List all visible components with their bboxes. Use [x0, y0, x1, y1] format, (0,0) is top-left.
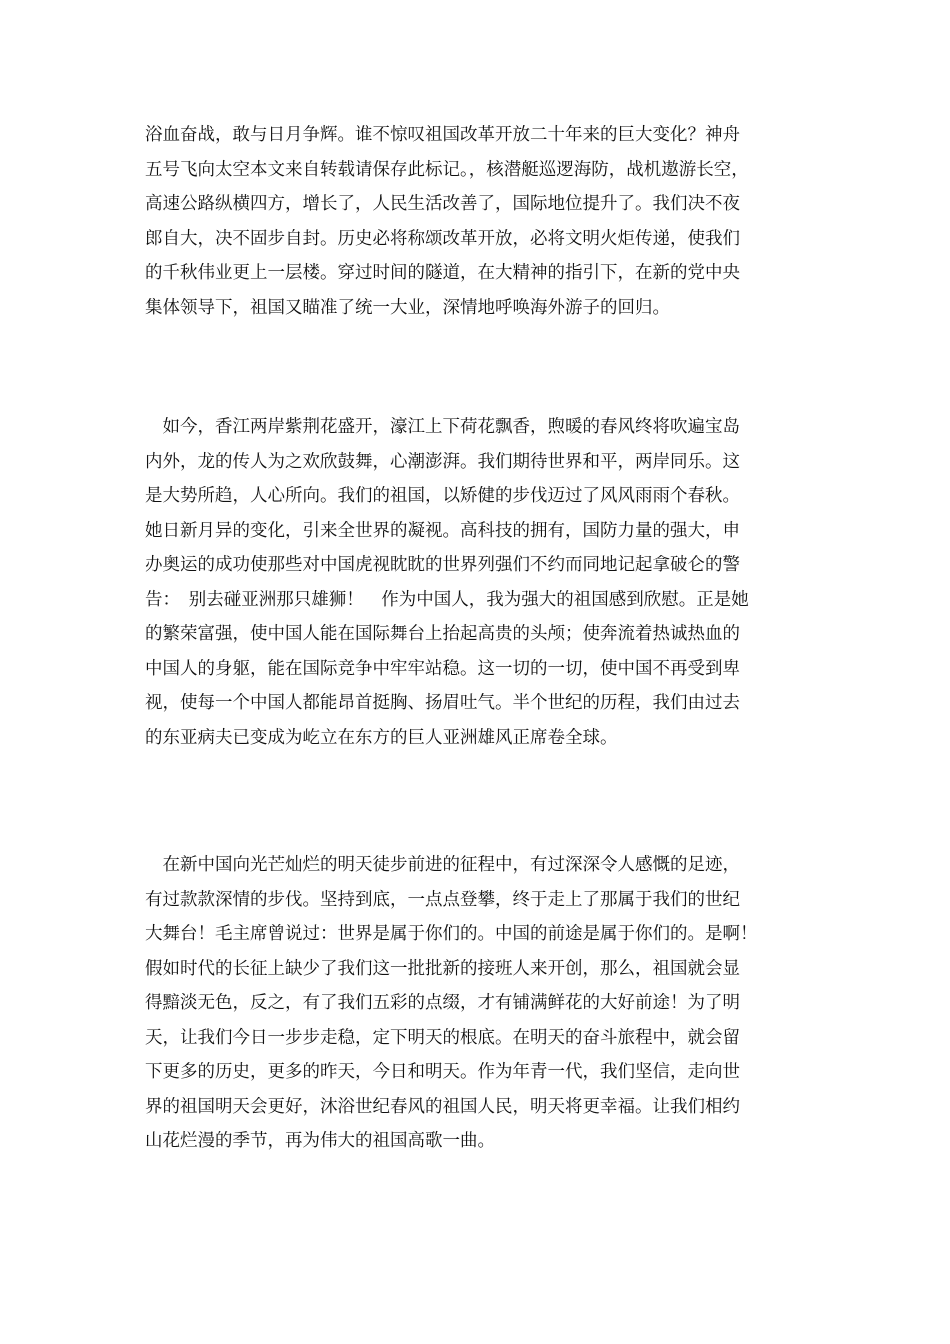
text-line: 界的祖国明天会更好，沐浴世纪春风的祖国人民，明天将更幸福。让我们相约 [145, 1096, 740, 1117]
text-line: 五号飞向太空本文来自转载请保存此标记。，核潜艇巡逻海防，战机遨游长空， [145, 159, 749, 180]
text-line: 的千秋伟业更上一层楼。穿过时间的隧道，在大精神的指引下，在新的党中央 [145, 263, 740, 283]
text-line: 集体领导下，祖国又瞄准了统一大业，深情地呼唤海外游子的回归。 [145, 297, 670, 318]
text-line: 天，让我们今日一步步走稳，定下明天的根底。在明天的奋斗旅程中，就会留 [145, 1027, 740, 1048]
text-line: 内外，龙的传人为之欢欣鼓舞，心潮澎湃。我们期待世界和平，两岸同乐。这 [145, 451, 740, 472]
text-line: 告： 别去碰亚洲那只雄狮！ 作为中国人，我为强大的祖国感到欣慰。正是她 [145, 589, 749, 610]
text-line: 山花烂漫的季节，再为伟大的祖国高歌一曲。 [145, 1131, 495, 1151]
text-line: 得黯淡无色，反之，有了我们五彩的点缀，才有铺满鲜花的大好前途！为了明 [145, 993, 740, 1013]
text-line: 浴血奋战，敢与日月争辉。谁不惊叹祖国改革开放二十年来的巨大变化？神舟 [145, 125, 740, 145]
text-line: 在新中国向光芒灿烂的明天徒步前进的征程中，有过深深令人感慨的足迹， [145, 855, 740, 875]
text-line: 她日新月异的变化，引来全世界的凝视。高科技的拥有，国防力量的强大，申 [145, 520, 740, 541]
text-line: 的东亚病夫已变成为屹立在东方的巨人亚洲雄风正席卷全球。 [145, 727, 618, 748]
paragraph-3 [145, 848, 810, 1159]
text-line: 的繁荣富强，使中国人能在国际舞台上抬起高贵的头颅；使奔流着热诚热血的 [145, 624, 740, 644]
paragraph-1 [145, 118, 810, 325]
paragraph-2 [145, 410, 810, 755]
text-line: 办奥运的成功使那些对中国虎视眈眈的世界列强们不约而同地记起拿破仑的警 [145, 555, 740, 575]
text-line: 有过款款深情的步伐。坚持到底，一点点登攀，终于走上了那属于我们的世纪 [145, 889, 740, 910]
text-line: 郎自大，决不固步自封。历史必将称颂改革开放，必将文明火炬传递，使我们 [145, 228, 740, 249]
text-line: 大舞台！毛主席曾说过：世界是属于你们的。中国的前途是属于你们的。是啊！ [145, 924, 758, 944]
text-line: 视，使每一个中国人都能昂首挺胸、扬眉吐气。半个世纪的历程，我们由过去 [145, 693, 740, 713]
text-line: 高速公路纵横四方，增长了，人民生活改善了，国际地位提升了。我们决不夜 [145, 194, 740, 214]
text-line: 如今，香江两岸紫荆花盛开，濠江上下荷花飘香，煦暖的春风终将吹遍宝岛 [145, 417, 740, 437]
text-line: 假如时代的长征上缺少了我们这一批批新的接班人来开创，那么，祖国就会显 [145, 958, 740, 979]
text-line: 下更多的历史，更多的昨天，今日和明天。作为年青一代，我们坚信，走向世 [145, 1062, 740, 1082]
text-line: 中国人的身躯，能在国际竞争中牢牢站稳。这一切的一切，使中国不再受到卑 [145, 658, 740, 679]
text-line: 是大势所趋，人心所向。我们的祖国，以矫健的步伐迈过了风风雨雨个春秋。 [145, 486, 740, 506]
